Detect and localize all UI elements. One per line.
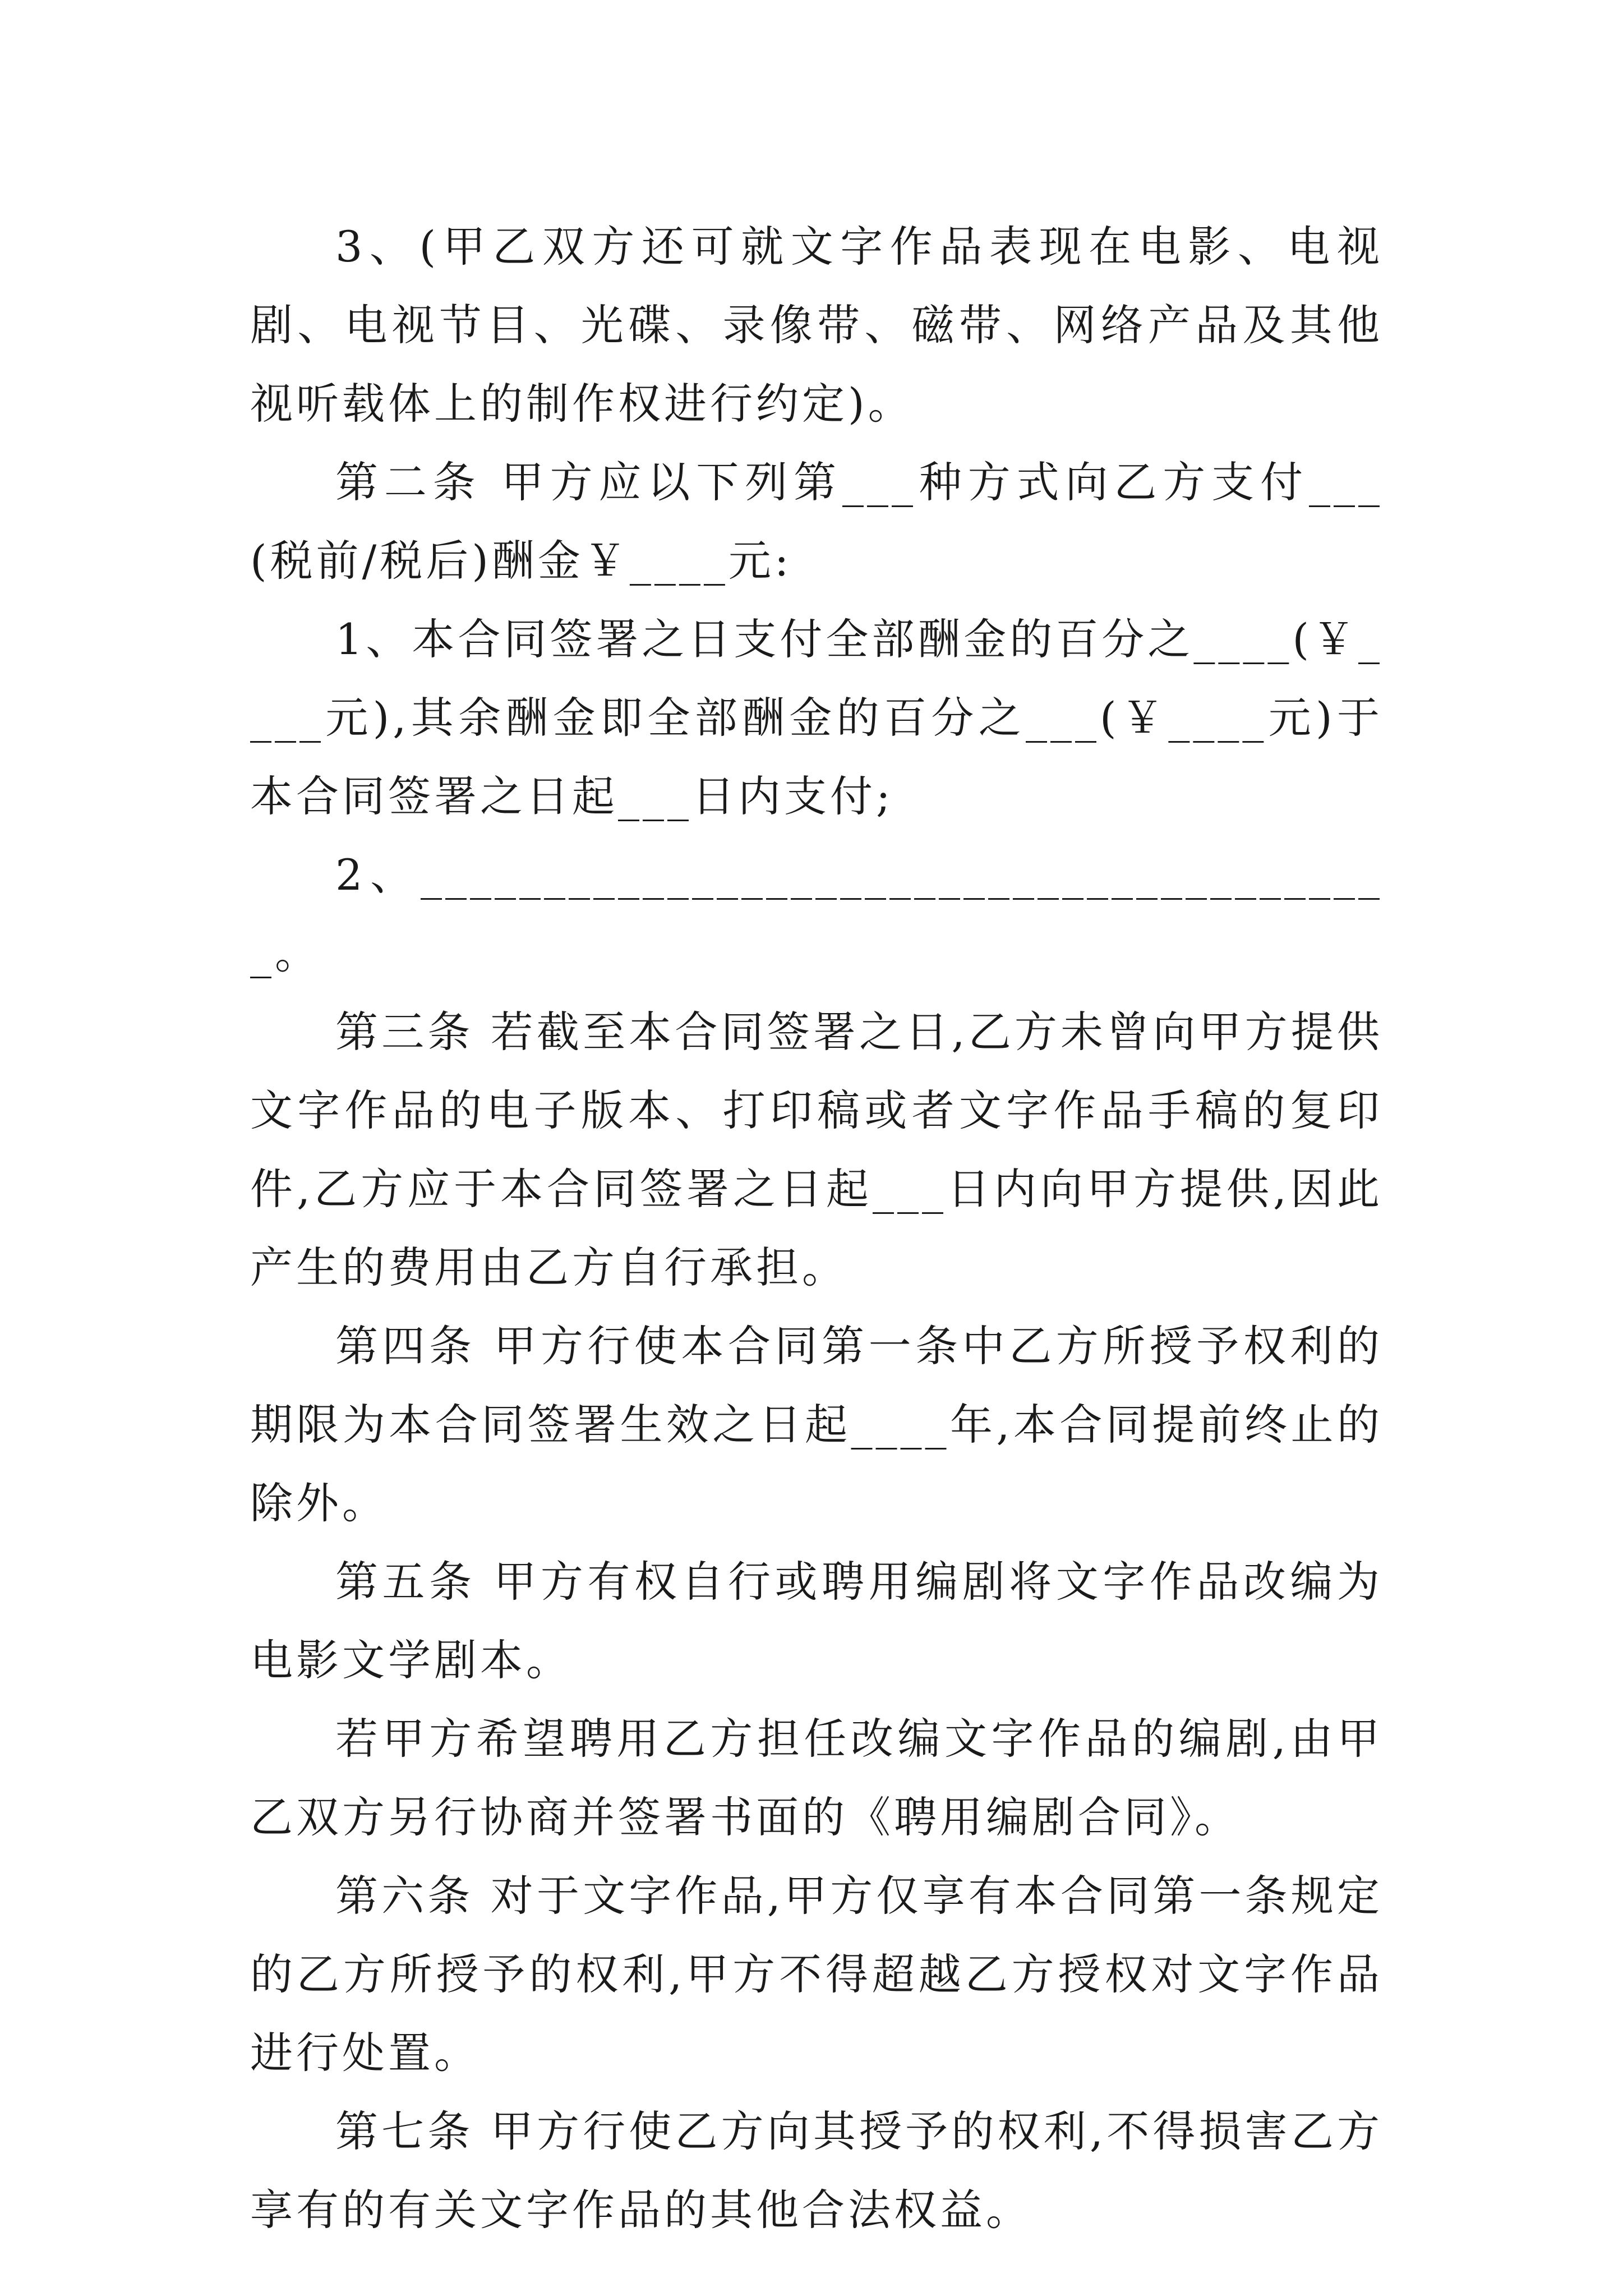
paragraph-article-5-note: 若甲方希望聘用乙方担任改编文字作品的编剧,由甲乙双方另行协商并签署书面的《聘用编剧合同》。 xyxy=(250,1714,1383,1842)
paragraph-article-2-item-2: 2、________________________________________。 xyxy=(250,850,1383,978)
paragraph-clause-1-item-3: 3、(甲乙双方还可就文字作品表现在电影、电视剧、电视节目、光碟、录像带、磁带、网络产品及其他视听载体上的制作权进行约定)。 xyxy=(250,222,1383,429)
paragraph-article-5: 第五条 甲方有权自行或聘用编剧将文字作品改编为电影文学剧本。 xyxy=(250,1557,1383,1685)
paragraph-article-3: 第三条 若截至本合同签署之日,乙方未曾向甲方提供文字作品的电子版本、打印稿或者文字作品手稿的复印件,乙方应于本合同签署之日起___日内向甲方提供,因此产生的费用由乙方自行承担。 xyxy=(250,1007,1383,1292)
paragraph-article-2: 第二条 甲方应以下列第___种方式向乙方支付___(税前/税后)酬金￥____元: xyxy=(250,457,1383,586)
document-body xyxy=(250,208,1383,2249)
paragraph-article-6: 第六条 对于文字作品,甲方仅享有本合同第一条规定的乙方所授予的权利,甲方不得超越乙方授权对文字作品进行处置。 xyxy=(250,1871,1383,2078)
paragraph-article-2-item-1: 1、本合同签署之日支付全部酬金的百分之____(￥____元),其余酬金即全部酬金的百分之___(￥____元)于本合同签署之日起___日内支付; xyxy=(250,614,1384,821)
paragraph-article-4: 第四条 甲方行使本合同第一条中乙方所授予权利的期限为本合同签署生效之日起____年,本合同提前终止的除外。 xyxy=(250,1321,1383,1528)
paragraph-article-7: 第七条 甲方行使乙方向其授予的权利,不得损害乙方享有的有关文字作品的其他合法权益。 xyxy=(250,2106,1383,2235)
